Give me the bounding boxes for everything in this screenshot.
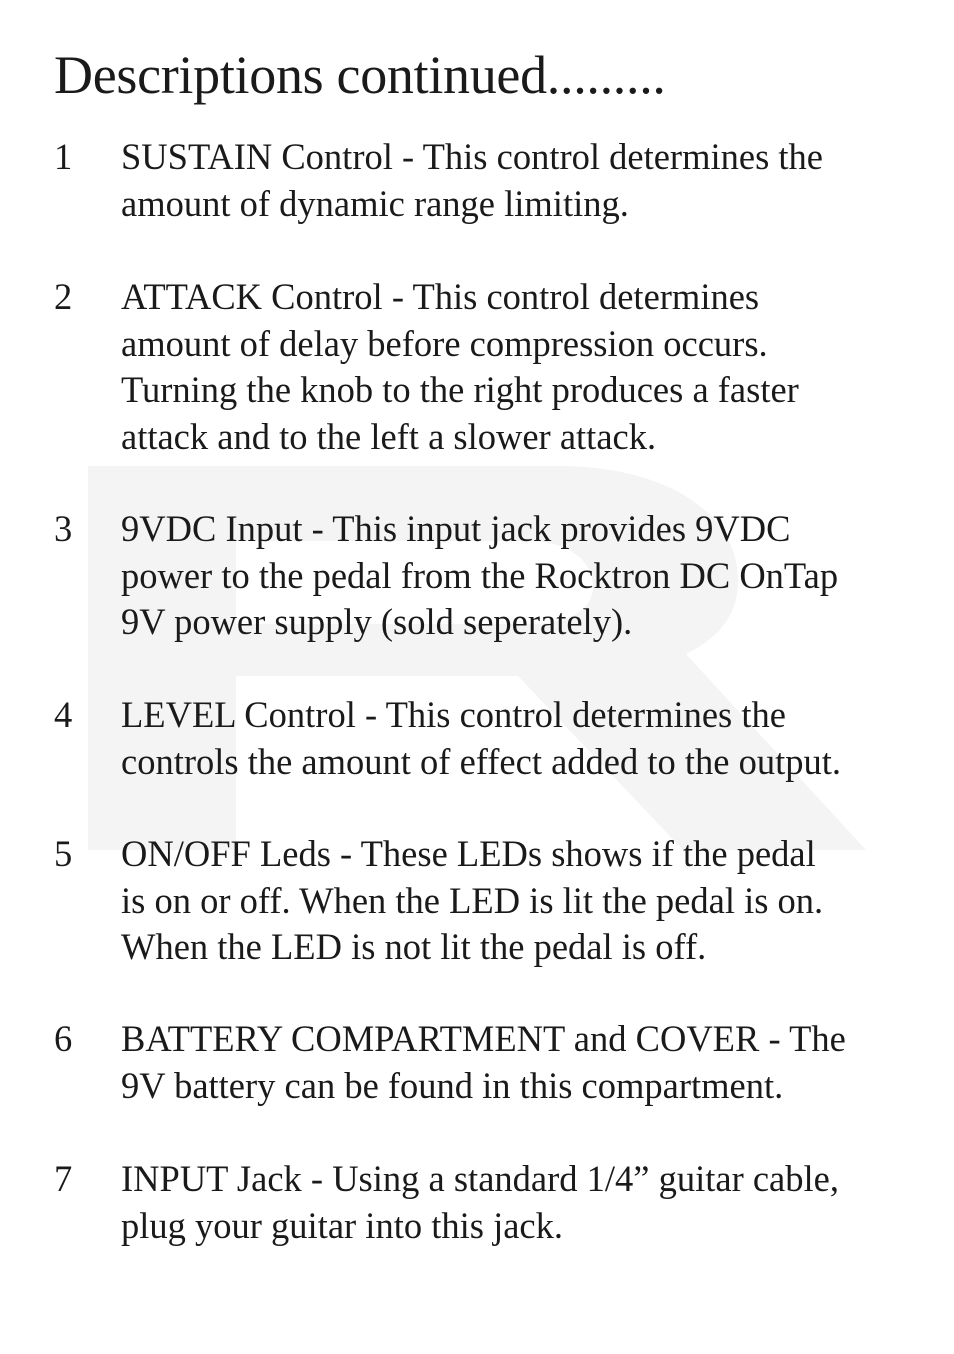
item-line: power to the pedal from the Rocktron DC OnTap — [121, 554, 839, 596]
item-line: is on or off. When the LED is lit the pedal is on. — [121, 879, 824, 921]
description-item-7 — [54, 1156, 914, 1249]
item-number: 6 — [54, 1018, 73, 1059]
description-item-3 — [54, 506, 914, 646]
item-line: ATTACK Control - This control determines — [121, 276, 760, 317]
item-text — [121, 831, 914, 971]
item-line: When the LED is not lit the pedal is off. — [121, 926, 707, 967]
item-line: BATTERY COMPARTMENT and COVER - The — [121, 1018, 846, 1059]
description-item-2 — [54, 274, 914, 460]
description-item-1 — [54, 134, 914, 227]
item-text — [121, 134, 914, 227]
item-line: 9V power supply (sold seperately). — [121, 601, 633, 642]
item-line: amount of delay before compression occurs. — [121, 322, 768, 364]
description-item-5 — [54, 831, 914, 971]
item-line: LEVEL Control - This control determines the — [121, 694, 786, 735]
item-line: SUSTAIN Control - This control determines the — [121, 136, 823, 177]
item-number: 4 — [54, 694, 73, 735]
item-line: attack and to the left a slower attack. — [121, 415, 657, 457]
page-title: Descriptions continued......... — [54, 45, 666, 105]
item-line: plug your guitar into this jack. — [121, 1204, 563, 1246]
item-line: controls the amount of effect added to the output. — [121, 740, 842, 782]
item-number: 5 — [54, 833, 73, 874]
item-line: Turning the knob to the right produces a faster — [121, 369, 799, 410]
item-number: 2 — [54, 276, 73, 317]
item-line: 9VDC Input - This input jack provides 9VDC — [121, 508, 791, 549]
item-text — [121, 506, 914, 646]
description-item-4 — [54, 692, 914, 785]
item-line: ON/OFF Leds - These LEDs shows if the pedal — [121, 833, 816, 874]
item-number: 3 — [54, 508, 73, 549]
item-line: amount of dynamic range limiting. — [121, 182, 629, 224]
description-item-6 — [54, 1016, 914, 1109]
item-number: 7 — [54, 1158, 73, 1199]
item-line: 9V battery can be found in this compartment. — [121, 1064, 784, 1106]
item-text — [121, 692, 914, 785]
item-number: 1 — [54, 136, 73, 177]
item-text — [121, 1016, 914, 1109]
item-text — [121, 1156, 914, 1249]
item-line: INPUT Jack - Using a standard 1/4” guitar cable, — [121, 1158, 839, 1199]
item-text — [121, 274, 914, 460]
